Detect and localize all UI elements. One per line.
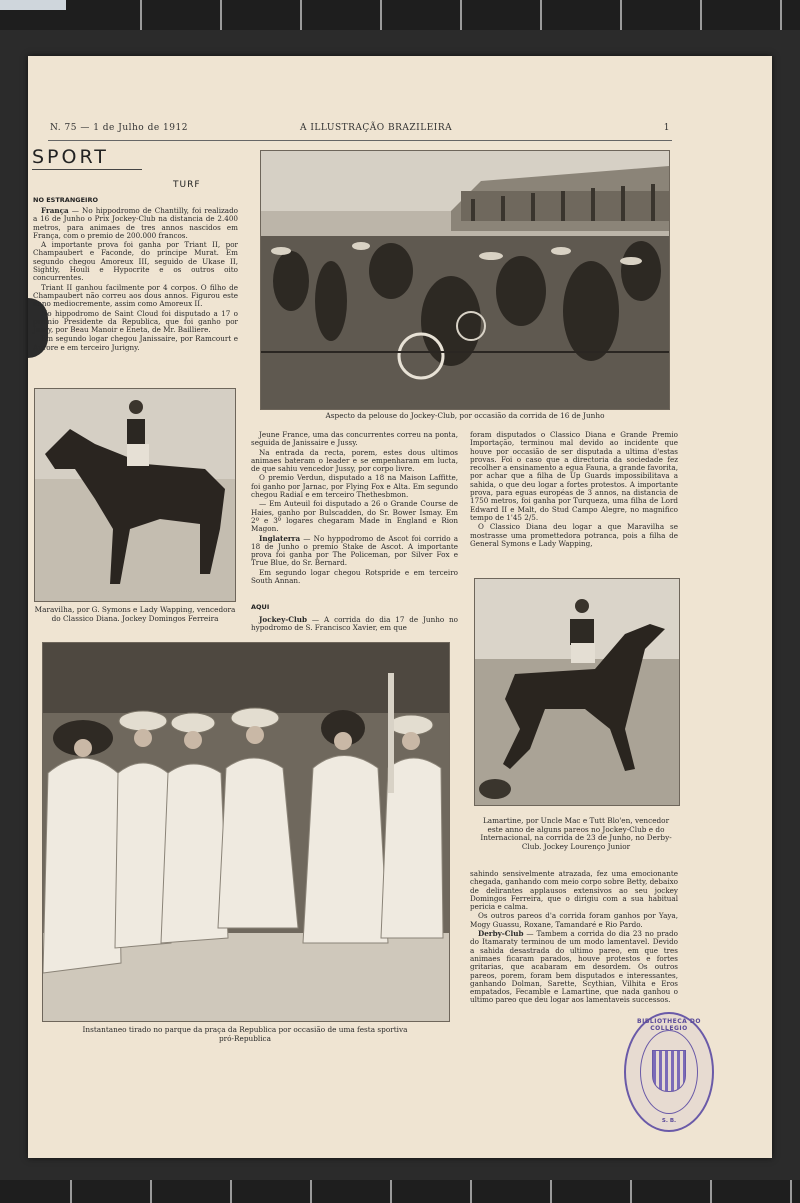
bottom-paragraph-3: — Tambem a corrida do dia 23 no prado do Itamaraty terminou de um modo lamentavel. Devido a sahida desastrada do ultimo pareo, em que tres animaes ficaram parados, houve protestos e fortes gritarias, que acabaram em desordem. Os outros pareos, porem, foram bem disputados e interessantes, ganhando Dolman, Sarette, Scythian, Vilhita e Eros empatados, Fecamble e Lamartine, que nada ganhou o ultimo pareo que deu logar aos lamentaveis successos. (470, 929, 678, 1005)
stamp-bottom-text: S. B. (661, 1118, 677, 1124)
right-paragraph-2: O Classico Diana deu logar a que Maravilha se mostrasse uma promettedora potranca, pois a filha de General Symons e Lady Wapping, (470, 522, 678, 548)
header-rule (48, 140, 672, 141)
jockey-club-lead: Jockey-Club (259, 615, 307, 624)
france-paragraph-2: A importante prova foi ganha por Triant II, por Champaubert e Faconde, do principe Murat. Em segundo chegou Amoreux III, seguido de Ukase II, Sightly, Houli e Hypocrite e os outros oito concurrentes. (33, 240, 238, 283)
middle-paragraph-2: Na entrada da recta, porem, estes dous ultimos animaes bateram o leader e se empenharam em lucta, de que sahiu vencedor Jussy, por corpo livre. (251, 447, 458, 474)
column-middle (251, 431, 458, 586)
column-jockey-club (251, 616, 458, 634)
magazine-title: A ILLUSTRAÇÃO BRAZILEIRA (300, 123, 453, 133)
bottom-ruler (0, 1180, 800, 1203)
middle-paragraph-3: O premio Verdun, disputado a 18 na Maison Laffitte, foi ganho por Jarnac, por Flying Fox e Alta. Em segundo chegou Radial e em terceiro Thethesbmon. (251, 473, 458, 500)
right-paragraph-1: foram disputados o Classico Diana e Grande Premio Importação, terminou mal devido ao incidente que houve por occasião de ser disputada a ultima d'estas provas. Foi o caso que a directoria da sociedade fez recolher a ensinamento a egua Fauna, a grande favorita, por achar que a filha de Up Guards impossibilitava a sahida, o que deu logar a fortes protestos. A importante prova, para eguas européas de 3 annos, na distancia de 1750 metros, foi ganha por Turqueza, uma filha de Lord Edward II e Malt, do Stud Campo Alegre, no magnifico tempo de 1'45 2/5. (470, 430, 678, 522)
section-title-underline (32, 169, 142, 170)
crest-icon (652, 1050, 686, 1092)
france-paragraph-3: Triant II ganhou facilmente por 4 corpos. O filho de Champaubert não correu aos dous annos. Figurou este anno mediocremente, assim como Amoreux II. (33, 282, 238, 309)
middle-paragraph-4: — Em Auteuil foi disputado a 26 o Grande Course de Haies, ganho por Bulscadden, do Sr. Bower Ismay. Em 2º e 3º logares chegaram Made in England e Rion Magon. (251, 499, 458, 534)
abroad-heading: NO ESTRANGEIRO (33, 196, 98, 204)
middle-paragraph-6: Em segundo logar chegou Rotspride e em terceiro South Annan. (251, 567, 458, 586)
section-subtitle: TURF (173, 180, 201, 190)
jockey-club-paragraph: — A corrida do dia 17 de Junho no hypodromo de S. Francisco Xavier, em que (251, 615, 458, 633)
column-bottom-right (470, 870, 678, 1006)
middle-paragraph-1: Jeune France, uma das concurrentes correu na ponta, seguida de Janissaire e Jussy. (251, 430, 458, 448)
stamp-top-text: BIBLIOTHECA DO COLLEGIO (637, 1018, 701, 1032)
bottom-paragraph-1: sahindo sensivelmente atrazada, fez uma emocionante chegada, ganhando com meio corpo sobre Betty, debaixo de delirantes applausos extensivos ao seu jockey Domingos Ferreira, que o dirigiu com a sua habitual pericia e calma. (470, 869, 678, 912)
instantaneo-photo (42, 642, 450, 1022)
pelouse-caption: Aspecto da pelouse do Jockey-Club, por occasião da corrida de 16 de Junho (325, 411, 605, 420)
local-heading: AQUI (251, 603, 270, 611)
maravilha-photo (34, 388, 236, 602)
pelouse-photo (260, 150, 670, 410)
top-ruler (0, 0, 800, 30)
library-stamp (624, 1012, 714, 1132)
france-paragraph-1: — No hippodromo de Chantilly, foi realizado a 16 de Junho o Prix Jockey-Club na distancia de 2.400 metros, para animaes de tres annos nascidos em França, com o premio de 200.000 francos. (33, 206, 238, 240)
lamartine-caption: Lamartine, por Uncle Mac e Tutt Blo'en, vencedor este anno de alguns pareos no Jockey-Club e do Internacional, na corrida de 23 de Junho, no Derby-Club. Jockey Lourenço Junior (480, 816, 672, 851)
england-lead: Inglaterra (259, 533, 301, 543)
column-france (33, 207, 238, 353)
column-right (470, 431, 678, 549)
color-tab (0, 0, 66, 10)
issue-date: N. 75 — 1 de Julho de 1912 (50, 123, 188, 133)
france-paragraph-4: No hippodromo de Saint Cloud foi disputado a 17 o premio Presidente da Republica, que foi ganho por Jussy, por Beau Manoir e Eneta, de Mr. Bailliere. (33, 308, 238, 335)
bottom-paragraph-2: Os outros pareos d'a corrida foram ganhos por Yaya, Mogy Guassu, Roxane, Tamandaré e Rio Pardo. (470, 911, 678, 929)
lamartine-photo (474, 578, 680, 806)
france-paragraph-5: Em segundo logar chegou Janissaire, por Ramcourt e Aurore e em terceiro Jurigny. (33, 334, 238, 352)
france-lead: França (41, 206, 69, 215)
instantaneo-caption: Instantaneo tirado no parque da praça da Republica por occasião de uma festa sportiva pró-Republica (82, 1025, 408, 1043)
derby-club-lead: Derby-Club (478, 929, 524, 939)
section-title: SPORT (32, 146, 109, 168)
maravilha-caption: Maravilha, por G. Symons e Lady Wapping, vencedora do Classico Diana. Jockey Domingos Ferreira (34, 605, 236, 623)
page-number: 1 (663, 123, 670, 133)
middle-paragraph-5: — No hyppodromo de Ascot foi corrido a 18 de Junho o premio Stake de Ascot. A importante prova foi ganha por The Policeman, por Silver Fox e True Blue, do Sr. Bernard. (251, 533, 458, 568)
